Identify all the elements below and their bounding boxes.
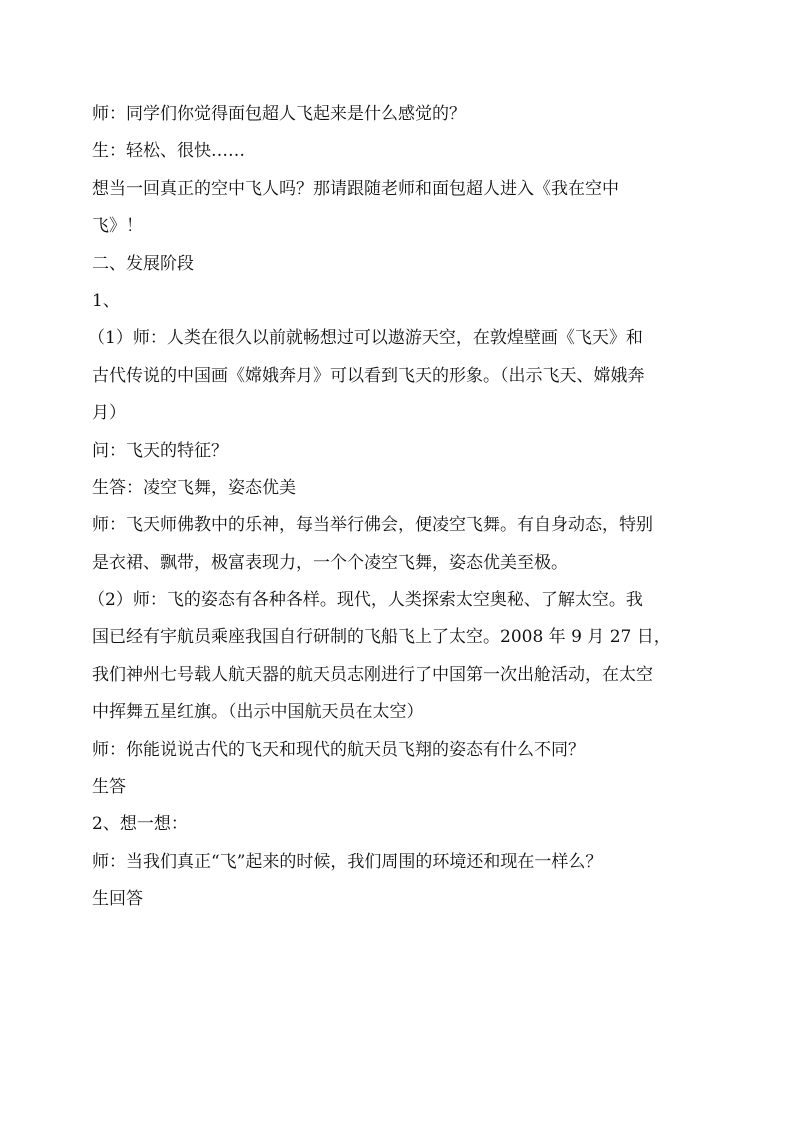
text-line: 师：当我们真正“飞”起来的时候，我们周围的环境还和现在一样么？: [92, 851, 603, 872]
text-line: 生：轻松、很快……: [92, 141, 245, 162]
text-line: 是衣裙、飘带，极富表现力，一个个凌空飞舞，姿态优美至极。: [92, 552, 568, 573]
text-line: 问：飞天的特征？: [92, 440, 228, 461]
text-line: 我们神州七号载人航天器的航天员志刚进行了中国第一次出舱活动，在太空: [92, 664, 653, 685]
text-line: 生回答: [92, 889, 143, 910]
text-line: 月）: [92, 403, 126, 424]
text-line: （1）师：人类在很久以前就畅想过可以遨游天空，在敦煌壁画《飞天》和: [88, 328, 643, 349]
text-line: 中挥舞五星红旗。（出示中国航天员在太空）: [92, 702, 424, 723]
text-line: 师：飞天师佛教中的乐神，每当举行佛会，便凌空飞舞。有自身动态，特别: [92, 515, 653, 536]
text-line: 想当一回真正的空中飞人吗？那请跟随老师和面包超人进入《我在空中: [92, 178, 619, 199]
subsection-number: 1、: [92, 290, 120, 311]
text-line: 师：同学们你觉得面包超人飞起来是什么感觉的？: [92, 104, 466, 124]
subsection-heading: 2、想一想：: [92, 814, 188, 835]
text-line: 生答: [92, 777, 126, 798]
document-body: [88, 96, 712, 919]
text-line: 古代传说的中国画《嫦娥奔月》可以看到飞天的形象。（出示飞天、嫦娥奔: [92, 365, 645, 386]
text-line: 生答：凌空飞舞，姿态优美: [92, 477, 296, 498]
section-heading: 二、发展阶段: [92, 253, 194, 274]
text-line: 国已经有宇航员乘座我国自行研制的飞船飞上了太空。2008 年 9 月 27 日，: [92, 627, 671, 648]
text-line: 飞》！: [92, 216, 143, 237]
text-line: 师：你能说说古代的飞天和现代的航天员飞翔的姿态有什么不同？: [92, 739, 585, 760]
text-line: （2）师：飞的姿态有各种各样。现代，人类探索太空奥秘、了解太空。我: [88, 590, 643, 611]
